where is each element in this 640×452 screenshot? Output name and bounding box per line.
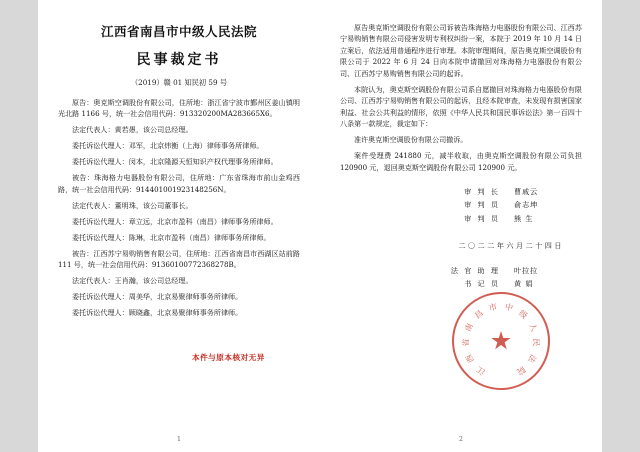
paragraph: 法定代表人：董明珠，该公司董事长。 [72,200,193,210]
seal-arc-text: 江 西 省 南 昌 市 中 级 人 民 法 院 [461,302,541,377]
paragraph: 被告：江西苏宁易购销售有限公司，住所地：江西省南昌市西湖区站前路 111 号，统一社会信用代码：91360100772368278B。 [58,248,300,270]
judgment-date: 二〇二二年六月二十四日 [458,240,564,250]
clerk-name: 叶拉拉 [514,265,539,275]
clerk-label: 法 官 助 理 [450,265,500,275]
signature-label: 审 判 员 [464,200,500,210]
page-left [38,0,320,452]
page-right [320,0,602,452]
paragraph: 案件受理费 241880 元，减半收取，由奥克斯空调股份有限公司负担 120900 元，退回奥克斯空调股份有限公司 120900 元。 [340,151,582,172]
certification-note: 本件与原本核对无异 [192,353,265,362]
signature-label: 审 判 长 [464,187,500,197]
paragraph: 原告奥克斯空调股份有限公司诉被告珠海格力电器股份有限公司、江西苏宁易购销售有限公司侵害发明专利权纠纷一案，本院于 2019 年 10 月 14 日立案后，依法适用普通程序进行审理。本院审理期间，原告奥克斯空调股份有限公司于 2022 年 6 月 24 日向本院申请撤回对珠海格力电器股份有限公司、江西苏宁易购销售有限公司的起诉。 [340,23,582,78]
paragraph: 法定代表人：黄若愚，该公司总经理。 [72,125,193,135]
clerk-row [340,277,582,290]
document-type: 民事裁定书 [136,52,222,68]
paragraph: 委托诉讼代理人：陈琳，北京市盈科（南昌）律师事务所律师。 [72,232,271,242]
clerk-name: 黄 娟 [514,279,534,289]
signature-label: 审 判 员 [464,213,500,223]
case-number: （2019）赣 01 知民初 59 号 [130,78,228,87]
paragraph: 本院认为，奥克斯空调股份有限公司系自愿撤回对珠海格力电器股份有限公司、江西苏宁易购销售有限公司的起诉，且经本院审查，未发现有损害国家利益、社会公共利益的情形，依照《中华人民共和国民事诉讼法》第一百四十八条第一款规定，裁定如下： [340,84,582,129]
signature-row [340,185,582,198]
paragraph: 准许奥克斯空调股份有限公司撤诉。 [354,135,468,145]
page-number: 2 [459,436,463,443]
paragraph: 委托诉讼代理人：邓军，北京炜衡（上海）律师事务所律师。 [72,141,264,151]
signature-row [340,212,582,225]
clerk-row [340,264,582,277]
signature-row [340,198,582,211]
signature-name: 俞志坤 [514,200,539,210]
paragraph: 法定代表人：王肖瀚，该公司总经理。 [72,276,193,286]
paragraph: 原告：奥克斯空调股份有限公司，住所地：浙江省宁波市鄞州区姜山镇明光北路 1166 号，统一社会信用代码：913320200MA283665X6。 [58,98,300,119]
paragraph: 委托诉讼代理人：闵本，北京隆源天恒知识产权代理事务所律师。 [72,157,278,167]
signature-name: 熊 生 [514,213,534,223]
paragraph: 被告：珠海格力电器股份有限公司，住所地：广东省珠海市前山金鸡西路，统一社会信用代码：914401001923148256N。 [58,173,300,194]
signature-block [340,185,582,224]
paragraph: 委托诉讼代理人：顾晓鑫，北京易聚律师事务所律师。 [72,308,243,318]
clerk-block [340,264,582,291]
paragraph: 委托诉讼代理人：周美华，北京易聚律师事务所律师。 [72,292,243,302]
clerk-label: 书 记 员 [464,279,500,289]
paragraph: 委托诉讼代理人：章立远，北京市盈科（南昌）律师事务所律师。 [72,216,278,226]
signature-name: 曹戚云 [514,187,539,197]
page-number: 1 [177,436,181,443]
court-title: 江西省南昌市中级人民法院 [100,24,257,39]
